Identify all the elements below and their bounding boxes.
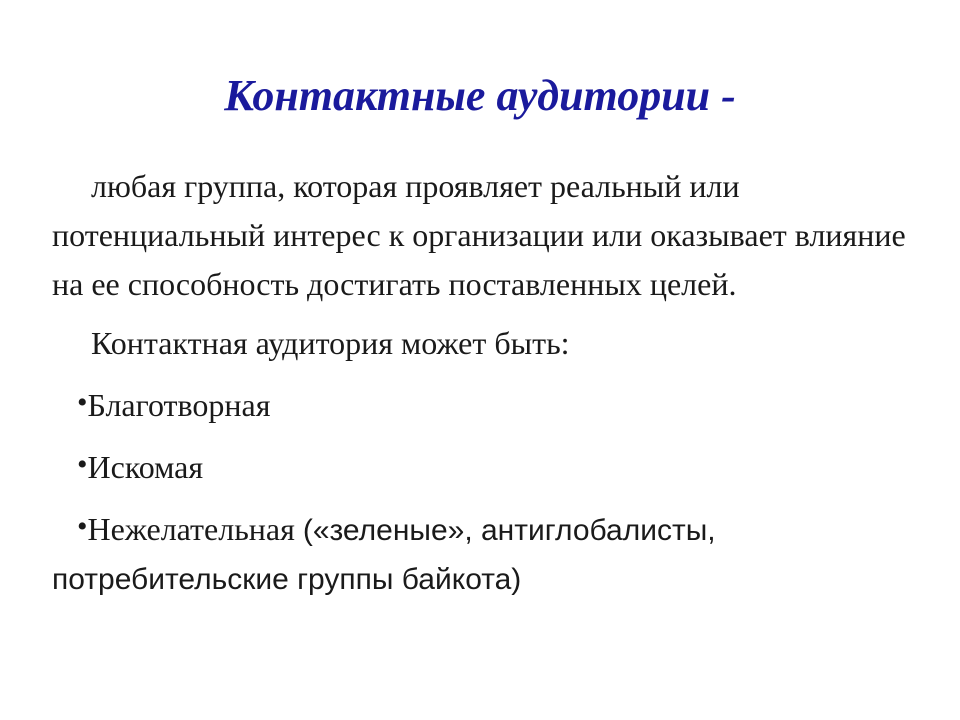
- bullet-item-1: [52, 378, 922, 430]
- bullet-label-serif: Нежелательная: [87, 511, 303, 547]
- bullet-label-sans: («зеленые», антиглобалисты,: [302, 514, 716, 547]
- slide-title: Контактные аудитории -: [224, 71, 736, 120]
- bullet-item-3: [52, 502, 922, 604]
- bullet-line-1: [77, 502, 922, 555]
- bullet-label: Искомая: [87, 449, 204, 485]
- definition-text: любая группа, которая проявляет реальный или потенциальный интерес к организации или оказывает влияние на ее способность достигать поставленных целей.: [52, 168, 906, 302]
- bullet-icon: •: [77, 386, 88, 419]
- bullet-item-2: [52, 440, 922, 492]
- bullet-icon: •: [77, 448, 88, 481]
- lead-text: Контактная аудитория может быть:: [91, 325, 570, 361]
- slide-body: [52, 162, 922, 604]
- bullet-line-2: потребительские группы байкота): [52, 563, 522, 596]
- bullet-icon: •: [77, 510, 88, 543]
- bullet-label: Благотворная: [87, 387, 271, 423]
